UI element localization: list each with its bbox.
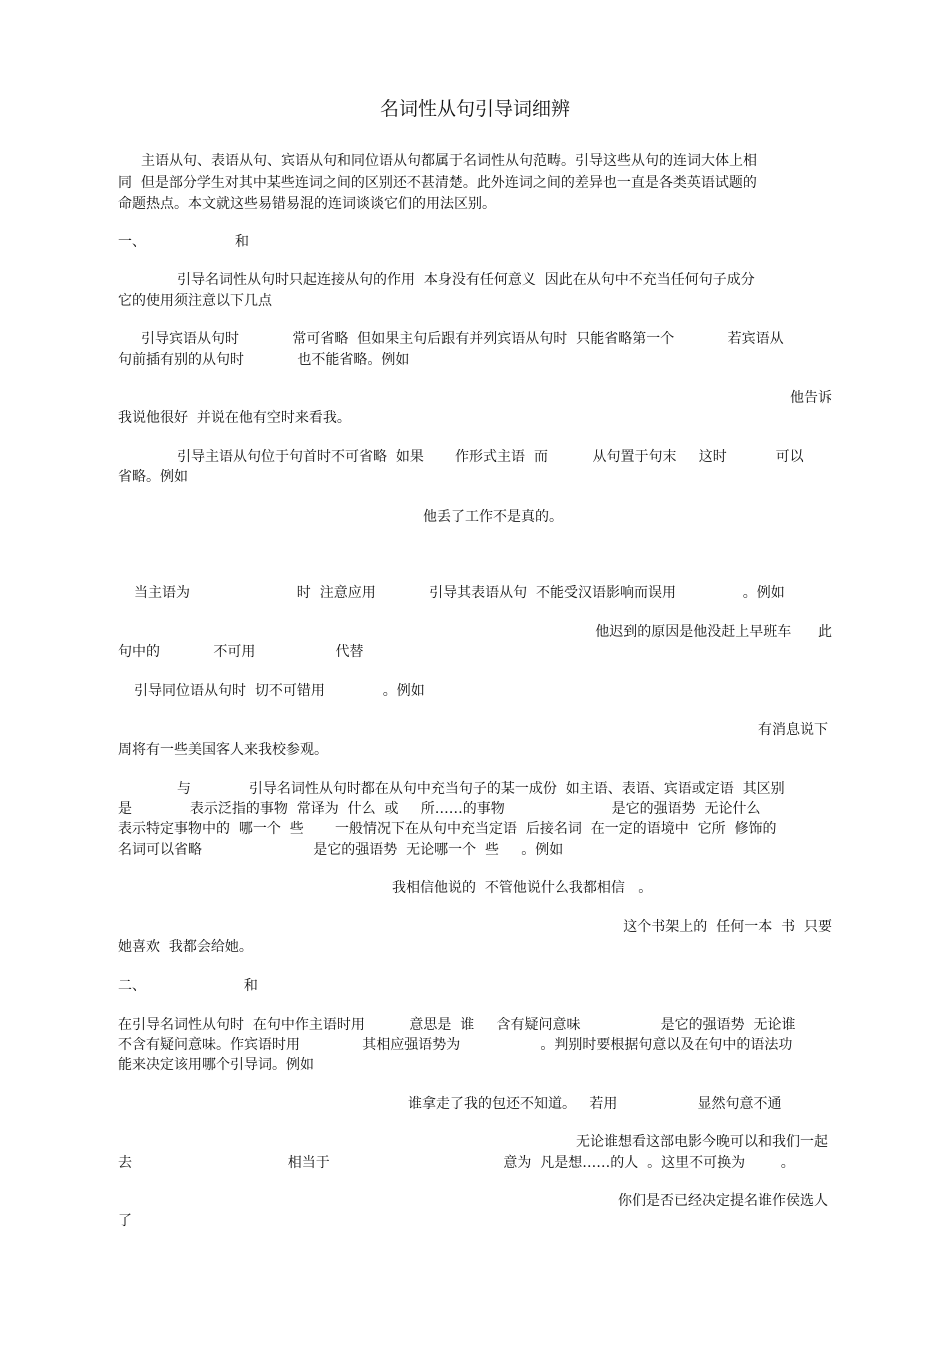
example-line: 谁拿走了我的包还不知道。 若用 显然句意不通 (408, 1096, 782, 1112)
paragraph-line: 当主语为 时 注意应用 引导其表语从句 不能受汉语影响而误用 。例如 (134, 585, 785, 601)
example-line: 去 相当于 意为 凡是想……的人 。这里不可换为 。 (118, 1155, 795, 1171)
example-line: 她喜欢 我都会给她。 (118, 939, 253, 955)
paragraph-line: 引导同位语从句时 切不可错用 。例如 (134, 683, 425, 699)
paragraph-line: 省略。例如 (118, 469, 188, 485)
example-line: 有消息说下 (758, 722, 828, 738)
example-line: 他告诉 (790, 390, 832, 406)
paragraph-line: 引导主语从句位于句首时不可省略 如果 作形式主语 而 从句置于句末 这时 可以 (177, 449, 804, 465)
paragraph-line: 能来决定该用哪个引导词。例如 (118, 1057, 314, 1073)
paragraph-line: 它的使用须注意以下几点 (118, 293, 272, 309)
example-line: 我说他很好 并说在他有空时来看我。 (118, 410, 351, 426)
paragraph-line: 表示特定事物中的 哪一个 些 一般情况下在从句中充当定语 后接名词 在一定的语境中 它所 修饰的 (118, 821, 777, 837)
section-heading-2: 二、 和 (118, 978, 258, 994)
paragraph-line: 在引导名词性从句时 在句中作主语时用 意思是 谁 含有疑问意味 是它的强语势 无论谁 (118, 1017, 796, 1033)
paragraph-line: 引导宾语从句时 常可省略 但如果主句后跟有并列宾语从句时 只能省略第一个 若宾语从 (141, 331, 784, 347)
paragraph-line: 是 表示泛指的事物 常译为 什么 或 所……的事物 是它的强语势 无论什么 (118, 801, 761, 817)
example-line: 这个书架上的 任何一本 书 只要 (623, 919, 832, 935)
example-line: 他丢了工作不是真的。 (423, 509, 563, 525)
example-line: 无论谁想看这部电影今晚可以和我们一起 (576, 1134, 828, 1150)
paragraph-line: 与 引导名词性从句时都在从句中充当句子的某一成份 如主语、表语、宾语或定语 其区别 (177, 781, 785, 797)
intro-line-2: 同 但是部分学生对其中某些连词之间的区别还不甚清楚。此外连词之间的差异也一直是各类英语试题的 (118, 175, 757, 191)
example-line: 我相信他说的 不管他说什么我都相信 。 (392, 880, 653, 896)
example-line: 周将有一些美国客人来我校参观。 (118, 742, 328, 758)
page-title: 名词性从句引导词细辨 (379, 98, 570, 120)
example-line: 句中的 不可用 代替 (118, 644, 364, 660)
intro-line-1: 主语从句、表语从句、宾语从句和同位语从句都属于名词性从句范畴。引导这些从句的连词大体上相 (141, 153, 757, 169)
example-line: 你们是否已经决定提名谁作侯选人 (618, 1193, 828, 1209)
example-line: 他迟到的原因是他没赶上早班车 此 (595, 624, 832, 640)
paragraph-line: 名词可以省略 是它的强语势 无论哪一个 些 。例如 (118, 842, 564, 858)
intro-line-3: 命题热点。本文就这些易错易混的连词谈谈它们的用法区别。 (118, 196, 496, 212)
paragraph-line: 句前插有别的从句时 也不能省略。例如 (118, 352, 410, 368)
paragraph-line: 不含有疑问意味。作宾语时用 其相应强语势为 。判别时要根据句意以及在句中的语法功 (118, 1037, 793, 1053)
section-heading-1: 一、 和 (118, 234, 250, 250)
paragraph-line: 引导名词性从句时只起连接从句的作用 本身没有任何意义 因此在从句中不充当任何句子成分 (177, 272, 755, 288)
example-line: 了 (118, 1213, 132, 1229)
